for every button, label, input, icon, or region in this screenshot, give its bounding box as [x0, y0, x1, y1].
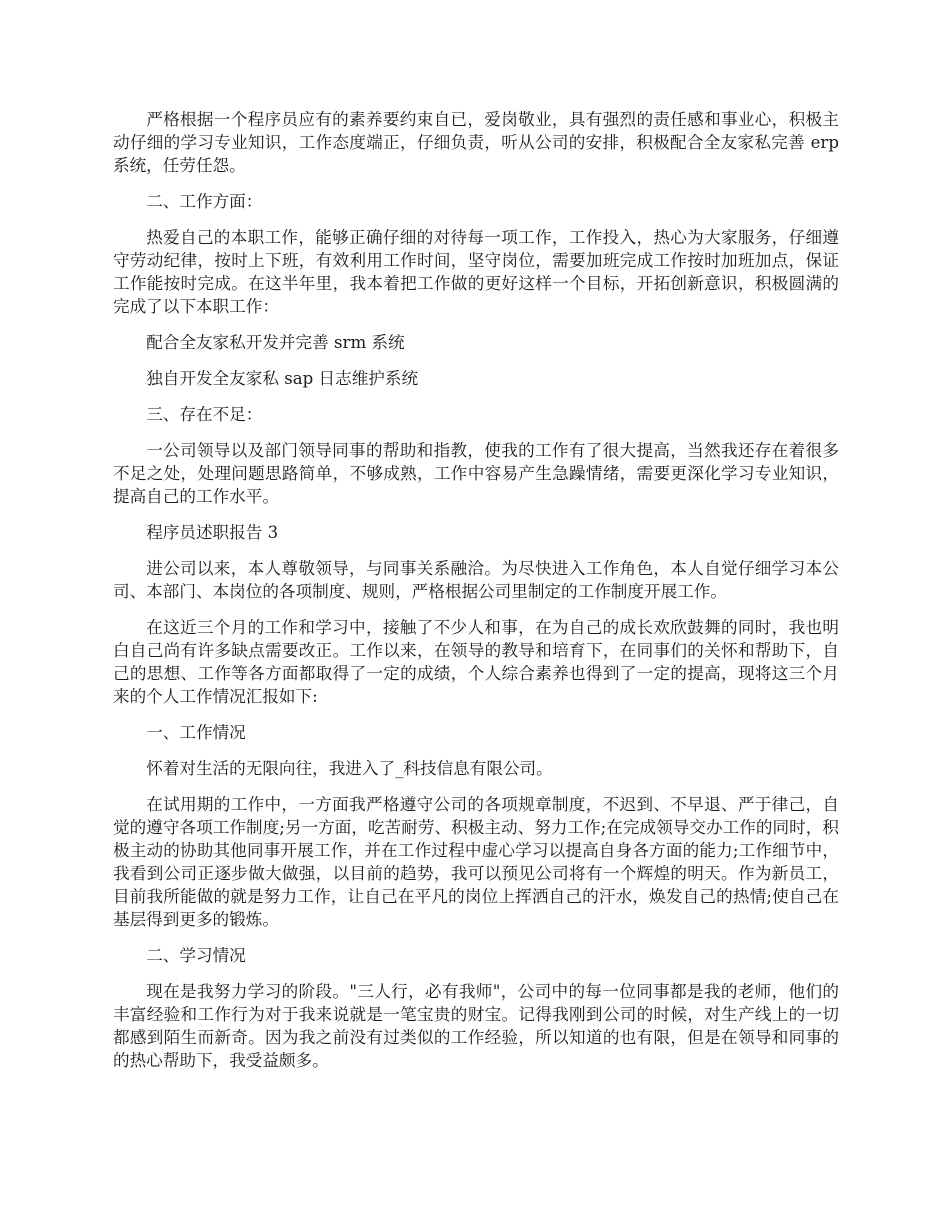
document-page [113, 108, 839, 1085]
paragraph-joining: 进公司以来，本人尊敬领导，与同事关系融洽。为尽快进入工作角色，本人自觉仔细学习本公司、本部门、本岗位的各项制度、规则，严格根据公司里制定的工作制度开展工作。 [113, 559, 839, 601]
paragraph-shortcomings: 一公司领导以及部门领导同事的帮助和指教，使我的工作有了很大提高，当然我还存在着很多不足之处，处理问题思路简单，不够成熟，工作中容易产生急躁情绪，需要更深化学习专业知识，提高自己的工作水平。 [113, 441, 839, 506]
paragraph-work-love: 热爱自己的本职工作，能够正确仔细的对待每一项工作，工作投入，热心为大家服务，仔细遵守劳动纪律，按时上下班，有效利用工作时间，坚守岗位，需要加班完成工作按时加班加点，保证工作能按时完成。在这半年里，我本着把工作做的更好这样一个目标，开拓创新意识，积极圆满的完成了以下本职工作： [113, 228, 839, 316]
heading-work-situation: 一、工作情况 [146, 723, 246, 742]
heading-work-aspect: 二、工作方面： [146, 192, 263, 211]
paragraph-self-discipline: 严格根据一个程序员应有的素养要约束自已，爱岗敬业，具有强烈的责任感和事业心，积极主动仔细的学习专业知识，工作态度端正，仔细负责，听从公司的安排，积极配合全友家私完善 erp 系统，任劳任怨。 [113, 110, 839, 175]
heading-shortcomings: 三、存在不足： [146, 405, 263, 424]
paragraph-company: 怀着对生活的无限向往，我进入了_科技信息有限公司。 [146, 759, 553, 778]
paragraph-probation: 在试用期的工作中，一方面我严格遵守公司的各项规章制度，不迟到、不早退、严于律己，自觉的遵守各项工作制度;另一方面，吃苦耐劳、积极主动、努力工作;在完成领导交办工作的同时，积极主动的协助其他同事开展工作，并在工作过程中虚心学习以提高自身各方面的能力;工作细节中，我看到公司正逐步做大做强，以目前的趋势，我可以预见公司将有一个辉煌的明天。作为新员工，目前我所能做的就是努力工作，让自己在平凡的岗位上挥洒自己的汗水，焕发自己的热情;使自己在基层得到更多的锻炼。 [113, 795, 839, 929]
paragraph-three-months: 在这近三个月的工作和学习中，接触了不少人和事，在为自己的成长欢欣鼓舞的同时，我也明白自己尚有许多缺点需要改正。工作以来，在领导的教导和培育下，在同事们的关怀和帮助下，自己的思想、工作等各方面都取得了一定的成绩，个人综合素养也得到了一定的提高，现将这三个月来的个人工作情况汇报如下: [113, 618, 839, 706]
paragraph-sap: 独自开发全友家私 sap 日志维护系统 [146, 369, 419, 388]
heading-report-3: 程序员述职报告 3 [146, 523, 279, 542]
paragraph-study: 现在是我努力学习的阶段。"三人行，必有我师"，公司中的每一位同事都是我的老师，他们的丰富经验和工作行为对于我来说就是一笔宝贵的财宝。记得我刚到公司的时候，对生产线上的一切都感到陌生而新奇。因为我之前没有过类似的工作经验，所以知道的也有限，但是在领导和同事的的热心帮助下，我受益颇多。 [113, 982, 839, 1070]
heading-study-situation: 二、学习情况 [146, 946, 246, 965]
paragraph-srm: 配合全友家私开发并完善 srm 系统 [146, 333, 405, 352]
